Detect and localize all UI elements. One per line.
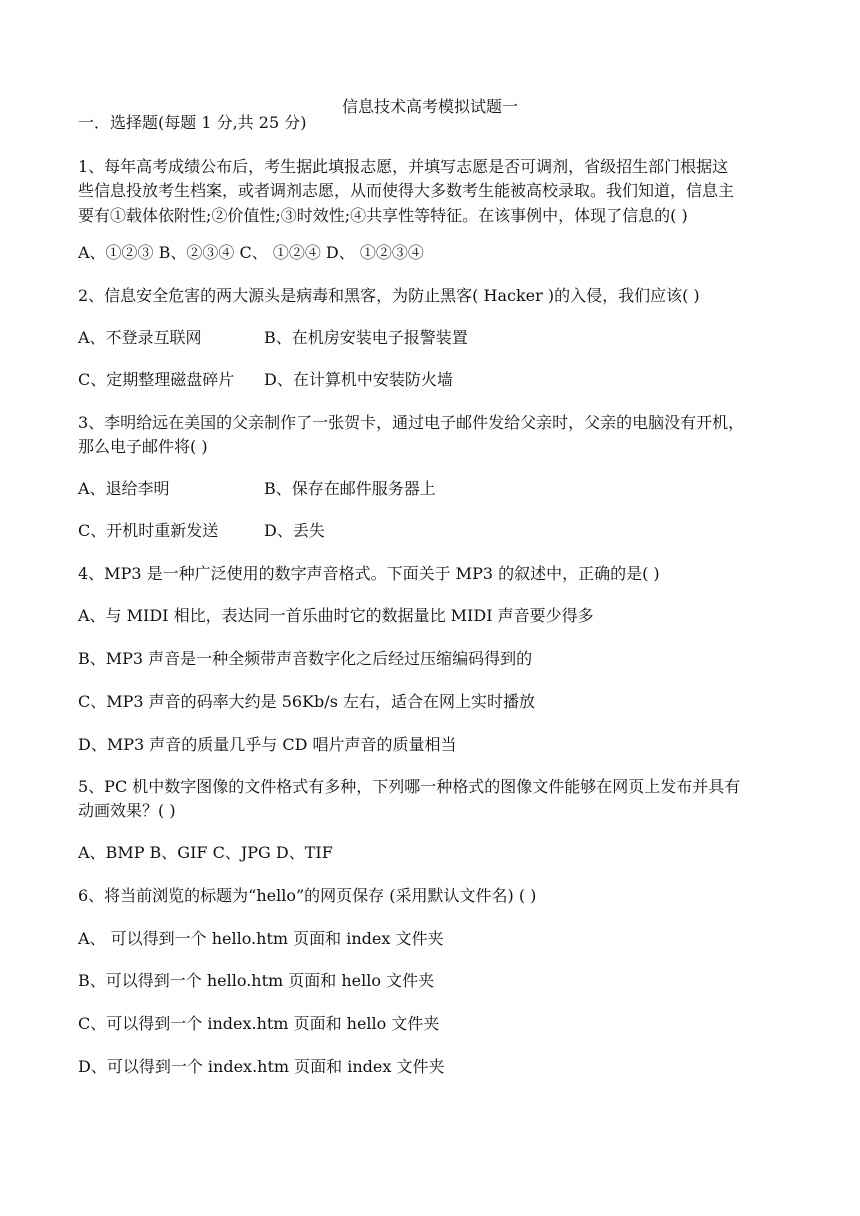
option-c: C、可以得到一个 index.htm 页面和 hello 文件夹 [78, 1014, 440, 1033]
option-b: B、在机房安装电子报警装置 [264, 328, 468, 347]
option-a: A、与 MIDI 相比，表达同一首乐曲时它的数据量比 MIDI 声音要少得多 [78, 606, 594, 625]
question-text: 那么电子邮件将( ) [78, 437, 208, 456]
options-row [78, 367, 788, 393]
page-title: 信息技术高考模拟试题一 [341, 97, 518, 116]
option-d: D、丢失 [264, 521, 325, 540]
options-line: A、①②③ B、②③④ C、 ①②④ D、 ①②③④ [78, 243, 424, 262]
question-text: 6、将当前浏览的标题为“hello”的网页保存 (采用默认文件名) ( ) [78, 886, 537, 905]
option-c: C、定期整理磁盘碎片 [78, 370, 235, 389]
question-text: 2、信息安全危害的两大源头是病毒和黑客，为防止黑客( Hacker )的入侵，我们应该( ) [78, 286, 700, 305]
options-row [78, 476, 788, 502]
question-text: 动画效果？( ) [78, 801, 176, 820]
option-a: A、不登录互联网 [78, 328, 202, 347]
options-row [78, 325, 788, 351]
option-b: B、保存在邮件服务器上 [264, 479, 436, 498]
option-a: A、 可以得到一个 hello.htm 页面和 index 文件夹 [78, 929, 444, 948]
option-d: D、可以得到一个 index.htm 页面和 index 文件夹 [78, 1057, 445, 1076]
option-b: B、可以得到一个 hello.htm 页面和 hello 文件夹 [78, 971, 435, 990]
question-text: 些信息投放考生档案，或者调剂志愿，从而使得大多数考生能被高校录取。我们知道，信息主 [78, 181, 735, 200]
option-c: C、MP3 声音的码率大约是 56Kb/s 左右，适合在网上实时播放 [78, 692, 535, 711]
question-text: 4、MP3 是一种广泛使用的数字声音格式。下面关于 MP3 的叙述中，正确的是( ) [78, 564, 660, 583]
question-text: 3、李明给远在美国的父亲制作了一张贺卡，通过电子邮件发给父亲时，父亲的电脑没有开机， [78, 413, 745, 432]
option-a: A、退给李明 [78, 479, 170, 498]
question-text: 1、每年高考成绩公布后，考生据此填报志愿，并填写志愿是否可调剂，省级招生部门根据这 [78, 157, 729, 176]
option-b: B、MP3 声音是一种全频带声音数字化之后经过压缩编码得到的 [78, 649, 533, 668]
options-row [78, 518, 788, 544]
options-line: A、BMP B、GIF C、JPG D、TIF [78, 843, 333, 862]
question-text: 5、PC 机中数字图像的文件格式有多种，下列哪一种格式的图像文件能够在网页上发布并具有 [78, 777, 741, 796]
section-heading: 一．选择题(每题 1 分,共 25 分) [78, 113, 307, 132]
option-d: D、MP3 声音的质量几乎与 CD 唱片声音的质量相当 [78, 735, 457, 754]
option-d: D、在计算机中安装防火墙 [264, 370, 453, 389]
question-text: 要有①载体依附性;②价值性;③时效性;④共享性等特征。在该事例中，体现了信息的( ) [78, 206, 688, 225]
option-c: C、开机时重新发送 [78, 521, 219, 540]
